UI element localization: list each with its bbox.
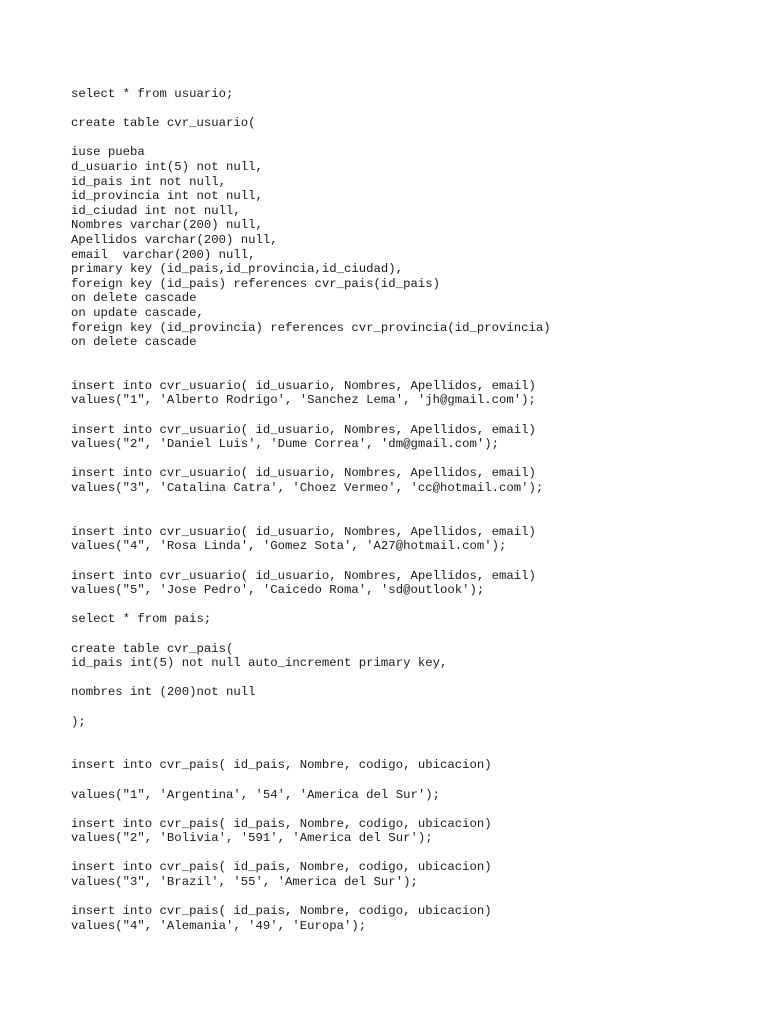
code-line: id_ciudad int not null, — [71, 203, 241, 218]
code-line: insert into cvr_usuario( id_usuario, Nombres, Apellidos, email) — [71, 568, 536, 583]
code-line: values("3", 'Catalina Catra', 'Choez Vermeo', 'cc@hotmail.com'); — [71, 481, 544, 496]
code-line: create table cvr_usuario( — [71, 116, 256, 131]
code-line: values("4", 'Alemania', '49', 'Europa'); — [71, 918, 367, 933]
code-line — [71, 598, 751, 613]
code-line: ); — [71, 714, 86, 729]
code-line: insert into cvr_usuario( id_usuario, Nombres, Apellidos, email) — [71, 466, 536, 481]
code-line — [71, 554, 751, 569]
code-line: primary key (id_pais,id_provincia,id_ciudad), — [71, 262, 404, 277]
code-line: insert into cvr_usuario( id_usuario, Nombres, Apellidos, email) — [71, 422, 536, 437]
code-line: on delete cascade — [71, 335, 197, 350]
code-line — [71, 496, 751, 511]
code-line: insert into cvr_pais( id_pais, Nombre, codigo, ubicacion) — [71, 758, 492, 773]
code-line — [71, 729, 751, 744]
code-line — [71, 408, 751, 423]
code-line: values("1", 'Alberto Rodrigo', 'Sanchez Lema', 'jh@gmail.com'); — [71, 393, 536, 408]
code-line: email varchar(200) null, — [71, 247, 256, 262]
code-line: foreign key (id_pais) references cvr_pais(id_pais) — [71, 276, 440, 291]
code-line — [71, 773, 751, 788]
code-line — [71, 700, 751, 715]
code-line: values("1", 'Argentina', '54', 'America del Sur'); — [71, 787, 440, 802]
code-line: d_usuario int(5) not null, — [71, 159, 263, 174]
code-line: insert into cvr_usuario( id_usuario, Nombres, Apellidos, email) — [71, 524, 536, 539]
code-line: select * from pais; — [71, 612, 212, 627]
code-line: insert into cvr_pais( id_pais, Nombre, codigo, ubicacion) — [71, 816, 492, 831]
code-line: on delete cascade — [71, 291, 197, 306]
code-line: values("4", 'Rosa Linda', 'Gomez Sota', 'A27@hotmail.com'); — [71, 539, 507, 554]
code-line: id_pais int(5) not null auto_increment primary key, — [71, 656, 448, 671]
code-line — [71, 627, 751, 642]
code-line: values("2", 'Daniel Luis', 'Dume Correa', 'dm@gmail.com'); — [71, 437, 500, 452]
code-line: values("5", 'Jose Pedro', 'Caicedo Roma', 'sd@outlook'); — [71, 583, 485, 598]
code-line: select * from usuario; — [71, 87, 234, 101]
code-line — [71, 671, 751, 686]
code-line: Nombres varchar(200) null, — [71, 218, 263, 233]
code-line — [71, 364, 751, 379]
code-line: insert into cvr_usuario( id_usuario, Nombres, Apellidos, email) — [71, 378, 536, 393]
code-line: id_pais int not null, — [71, 174, 226, 189]
code-line — [71, 744, 751, 759]
code-line: values("2", 'Bolivia', '591', 'America del Sur'); — [71, 831, 433, 846]
code-line: create table cvr_pais( — [71, 641, 234, 656]
code-line — [71, 131, 751, 146]
code-line: insert into cvr_pais( id_pais, Nombre, codigo, ubicacion) — [71, 904, 492, 919]
code-line: foreign key (id_provincia) references cvr_provincia(id_provincia) — [71, 320, 551, 335]
code-line: nombres int (200)not null — [71, 685, 256, 700]
code-line — [71, 452, 751, 467]
code-line — [71, 102, 751, 117]
code-line — [71, 802, 751, 817]
code-line: iuse pueba — [71, 145, 145, 160]
code-line: insert into cvr_pais( id_pais, Nombre, codigo, ubicacion) — [71, 860, 492, 875]
sql-code-block — [71, 87, 751, 933]
code-line — [71, 510, 751, 525]
code-line: id_provincia int not null, — [71, 189, 263, 204]
code-line — [71, 846, 751, 861]
code-line: values("3", 'Brazil', '55', 'America del Sur'); — [71, 875, 418, 890]
code-line — [71, 350, 751, 365]
code-line — [71, 890, 751, 905]
code-line: Apellidos varchar(200) null, — [71, 232, 278, 247]
code-line: on update cascade, — [71, 305, 204, 320]
